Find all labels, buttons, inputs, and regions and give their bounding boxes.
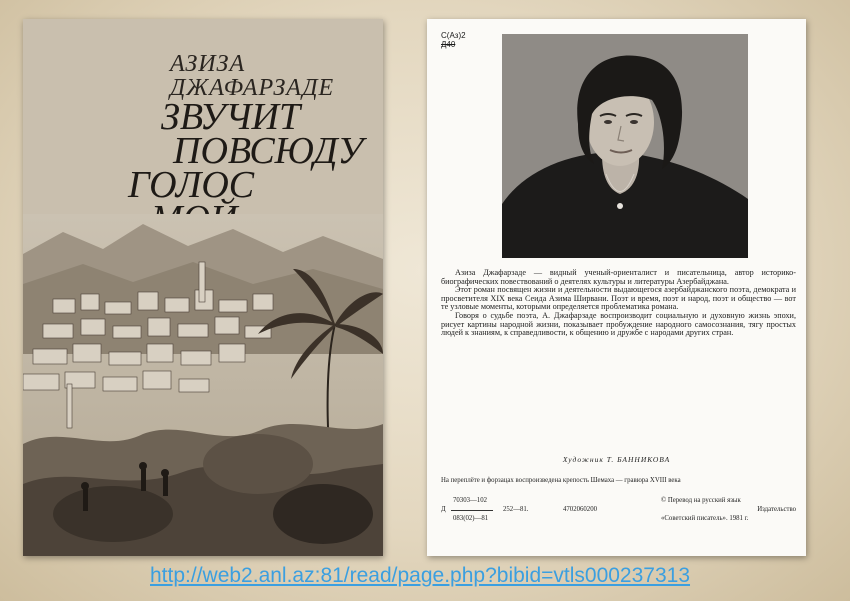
copyright-line: Издательство [757, 506, 796, 513]
copyright-line: © Перевод на русский язык [661, 497, 741, 504]
imprint-code-top: 70303—102 [453, 497, 487, 504]
cover-author [170, 52, 380, 100]
imprint-code-bottom: 083(02)—81 [453, 515, 489, 522]
book-cover-image [23, 19, 383, 556]
frontispiece-note: На переплёте и форзацах воспроизведена крепость Шемаха — гравюра XVIII века [441, 477, 681, 484]
imprint-code-letter: Д [441, 506, 446, 513]
cover-title-line: ЗВУЧИТ [161, 96, 301, 138]
copyright-line: «Советский писатель». 1981 г. [661, 515, 749, 522]
imprint-code-middle: 252—81. [503, 506, 529, 513]
annotation-paragraph: Говоря о судьбе поэта, А. Джафарзаде воспроизводит социальную и духовную жизнь эпохи, рисует картины народной жизни, показывает пробуждение народного самосознания, тягу простых людей к знаниям, к справедливости, к общению и дружбе с народами других стран. [441, 310, 796, 338]
book-title-page [427, 19, 806, 556]
shemakha-engraving-illustration [23, 214, 383, 556]
imprint-code-number: 4702060200 [563, 506, 597, 513]
library-code-line: С(Аз)2 [441, 31, 466, 40]
artist-credit: Художник Т. БАННИКОВА [562, 455, 671, 464]
library-code-line: Д40 [441, 40, 456, 49]
cover-title-line: ГОЛОС [128, 164, 255, 206]
cover-author-last: ДЖАФАРЗАДЕ [170, 75, 335, 101]
cover-title-line: ПОВСЮДУ [173, 130, 364, 172]
annotation-paragraph: Азиза Джафарзаде — видный ученый-ориенталист и писательница, автор историко-биографических повествований о деятелях культуры и литературы Азербайджана. [441, 268, 796, 286]
author-portrait-photo [502, 34, 748, 258]
book-annotation [441, 269, 796, 338]
library-code [441, 31, 466, 49]
annotation-paragraph: Этот роман посвящен жизни и деятельности выдающегося азербайджанского поэта, демократа и просветителя XIX века Сеида Азима Ширвани. Поэт и время, поэт и народ, поэт и общество — вот те узловые моменты, которыми определяется проблематика романа. [441, 285, 796, 312]
cover-author-first: АЗИЗА [170, 51, 246, 77]
source-link[interactable]: http://web2.anl.az:81/read/page.php?bibid=vtls000237313 [150, 564, 691, 587]
imprint-fraction-bar [451, 510, 493, 511]
